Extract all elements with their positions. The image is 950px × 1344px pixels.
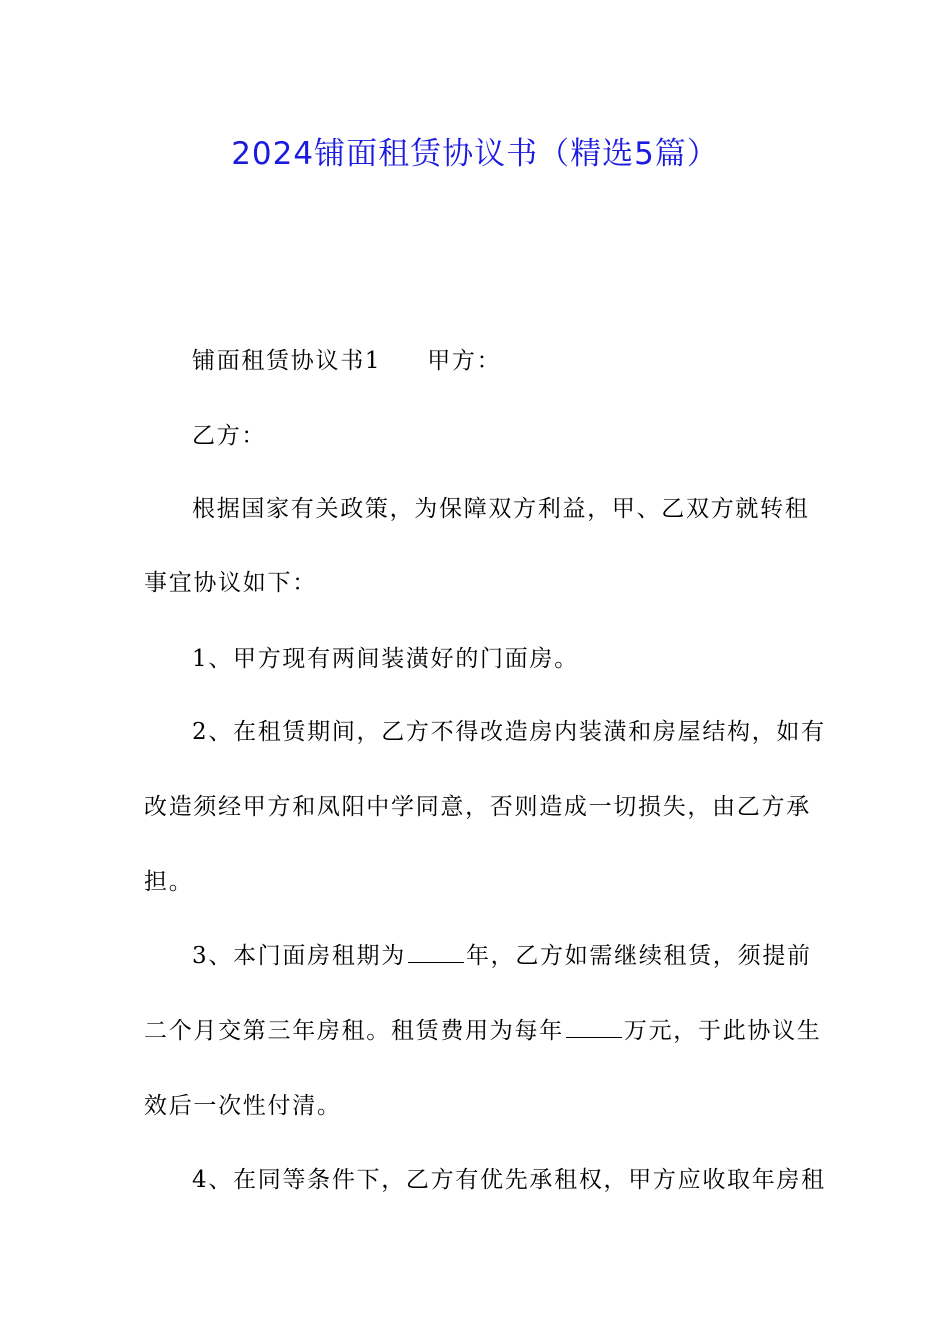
- party-a-label: 甲方：: [427, 348, 502, 374]
- clause-3-text: 3、本门面房租期为: [192, 943, 406, 969]
- agreement-heading: 铺面租赁协议书1: [192, 348, 382, 374]
- clause-1: 1、甲方现有两间装潢好的门面房。: [192, 646, 579, 672]
- fill-in-blank: [566, 1036, 622, 1038]
- paragraph-line: 担。: [144, 869, 194, 895]
- clause-4: 4、在同等条件下，乙方有优先承租权，甲方应收取年房租: [192, 1167, 826, 1193]
- paragraph-line: 根据国家有关政策，为保障双方利益，甲、乙双方就转租: [192, 496, 810, 522]
- paragraph-line: [192, 346, 501, 376]
- paragraph-line: 改造须经甲方和凤阳中学同意，否则造成一切损失，由乙方承: [144, 794, 811, 820]
- clause-3-text: 二个月交第三年房租。租赁费用为每年: [144, 1018, 564, 1044]
- fill-in-blank: [408, 961, 464, 963]
- paragraph-line: 效后一次性付清。: [144, 1093, 342, 1119]
- clause-3: [192, 941, 812, 971]
- party-b-label: 乙方：: [192, 423, 267, 449]
- document-title: 2024铺面租赁协议书（精选5篇）: [231, 136, 719, 172]
- paragraph-line: [144, 1016, 822, 1046]
- paragraph-line: 事宜协议如下：: [144, 570, 317, 596]
- clause-3-text: 年，乙方如需继续租赁，须提前: [465, 943, 812, 969]
- clause-2: 2、在租赁期间，乙方不得改造房内装潢和房屋结构，如有: [192, 719, 826, 745]
- clause-3-text: 万元，于此协议生: [623, 1018, 822, 1044]
